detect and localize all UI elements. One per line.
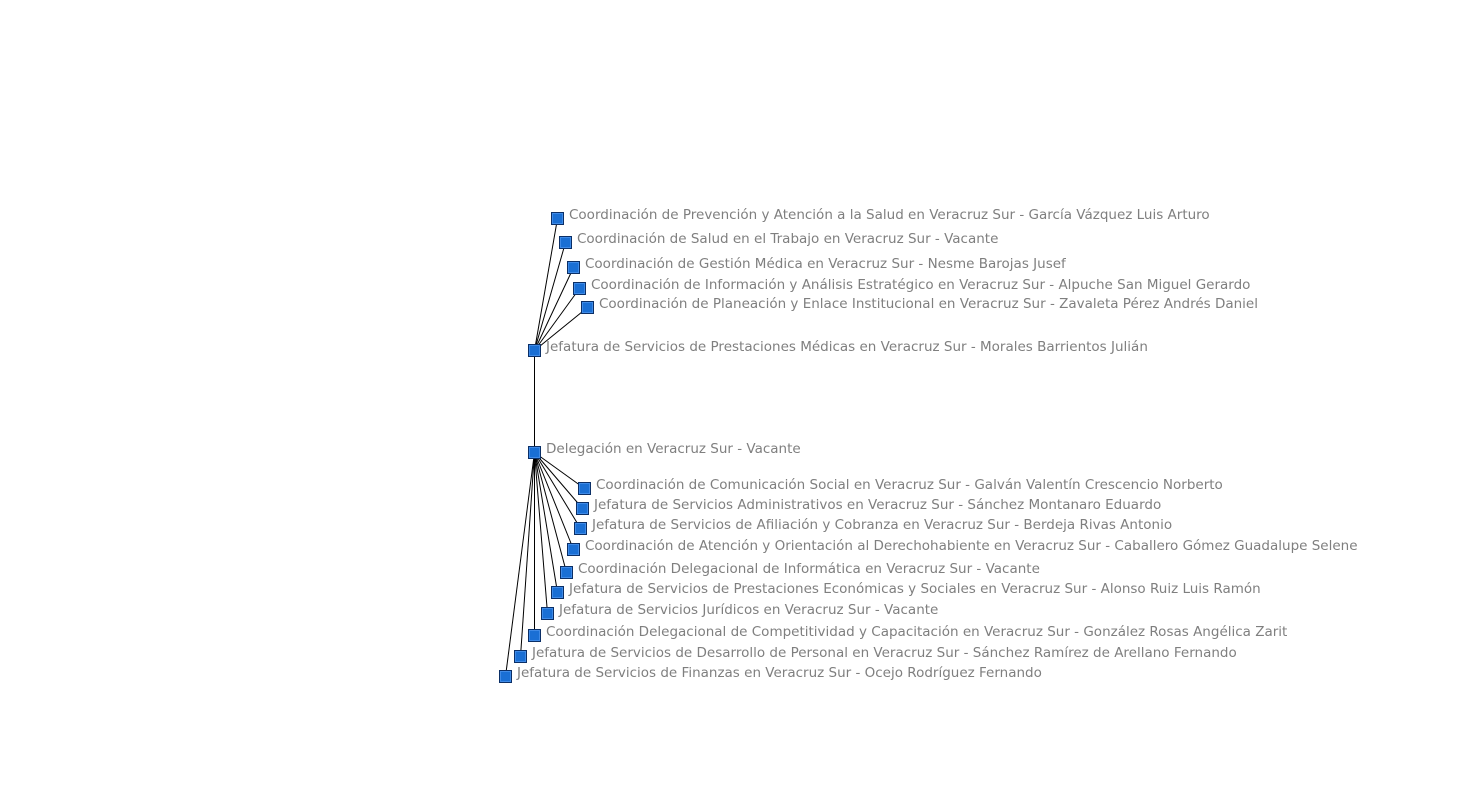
label-d-1: Coordinación de Comunicación Social en Veracruz Sur - Galván Valentín Crescencio Norberto xyxy=(596,477,1223,493)
label-jefatura-prestaciones-medicas: Jefatura de Servicios de Prestaciones Médicas en Veracruz Sur - Morales Barrientos Julián xyxy=(546,339,1148,355)
node-pm-5[interactable] xyxy=(581,301,594,314)
edge-delegacion-d-3 xyxy=(535,453,581,529)
node-delegacion[interactable] xyxy=(528,446,541,459)
node-d-1[interactable] xyxy=(578,482,591,495)
label-d-8: Coordinación Delegacional de Competitividad y Capacitación en Veracruz Sur - González Rosas Angélica Zarit xyxy=(546,624,1288,640)
label-pm-1: Coordinación de Prevención y Atención a la Salud en Veracruz Sur - García Vázquez Luis Arturo xyxy=(569,207,1210,223)
label-d-2: Jefatura de Servicios Administrativos en Veracruz Sur - Sánchez Montanaro Eduardo xyxy=(594,497,1162,513)
node-d-3[interactable] xyxy=(574,522,587,535)
node-jefatura-prestaciones-medicas[interactable] xyxy=(528,344,541,357)
node-d-5[interactable] xyxy=(560,566,573,579)
node-d-9[interactable] xyxy=(514,650,527,663)
label-d-6: Jefatura de Servicios de Prestaciones Económicas y Sociales en Veracruz Sur - Alonso Ruiz Luis Ramón xyxy=(569,581,1261,597)
label-d-3: Jefatura de Servicios de Afiliación y Cobranza en Veracruz Sur - Berdeja Rivas Antonio xyxy=(592,517,1173,533)
node-d-7[interactable] xyxy=(541,607,554,620)
node-d-2[interactable] xyxy=(576,502,589,515)
label-d-9: Jefatura de Servicios de Desarrollo de Personal en Veracruz Sur - Sánchez Ramírez de Arellano Fernando xyxy=(532,645,1237,661)
label-d-4: Coordinación de Atención y Orientación al Derechohabiente en Veracruz Sur - Caballero Gómez Guadalupe Selene xyxy=(585,538,1358,554)
label-d-10: Jefatura de Servicios de Finanzas en Veracruz Sur - Ocejo Rodríguez Fernando xyxy=(517,665,1042,681)
label-pm-3: Coordinación de Gestión Médica en Veracruz Sur - Nesme Barojas Jusef xyxy=(585,256,1066,272)
label-delegacion: Delegación en Veracruz Sur - Vacante xyxy=(546,441,801,457)
node-d-4[interactable] xyxy=(567,543,580,556)
label-pm-2: Coordinación de Salud en el Trabajo en Veracruz Sur - Vacante xyxy=(577,231,999,247)
label-pm-5: Coordinación de Planeación y Enlace Institucional en Veracruz Sur - Zavaleta Pérez Andrés Daniel xyxy=(599,296,1258,312)
node-pm-1[interactable] xyxy=(551,212,564,225)
edge-delegacion-d-9 xyxy=(521,453,535,657)
label-d-5: Coordinación Delegacional de Informática en Veracruz Sur - Vacante xyxy=(578,561,1040,577)
label-pm-4: Coordinación de Información y Análisis Estratégico en Veracruz Sur - Alpuche San Miguel Gerardo xyxy=(591,277,1251,293)
node-d-10[interactable] xyxy=(499,670,512,683)
label-d-7: Jefatura de Servicios Jurídicos en Veracruz Sur - Vacante xyxy=(559,602,939,618)
node-d-6[interactable] xyxy=(551,586,564,599)
edge-jefatura-pm-pm-1 xyxy=(535,219,558,351)
node-d-8[interactable] xyxy=(528,629,541,642)
edge-delegacion-d-6 xyxy=(535,453,558,593)
node-pm-3[interactable] xyxy=(567,261,580,274)
node-pm-2[interactable] xyxy=(559,236,572,249)
node-pm-4[interactable] xyxy=(573,282,586,295)
edge-delegacion-d-10 xyxy=(506,453,535,677)
